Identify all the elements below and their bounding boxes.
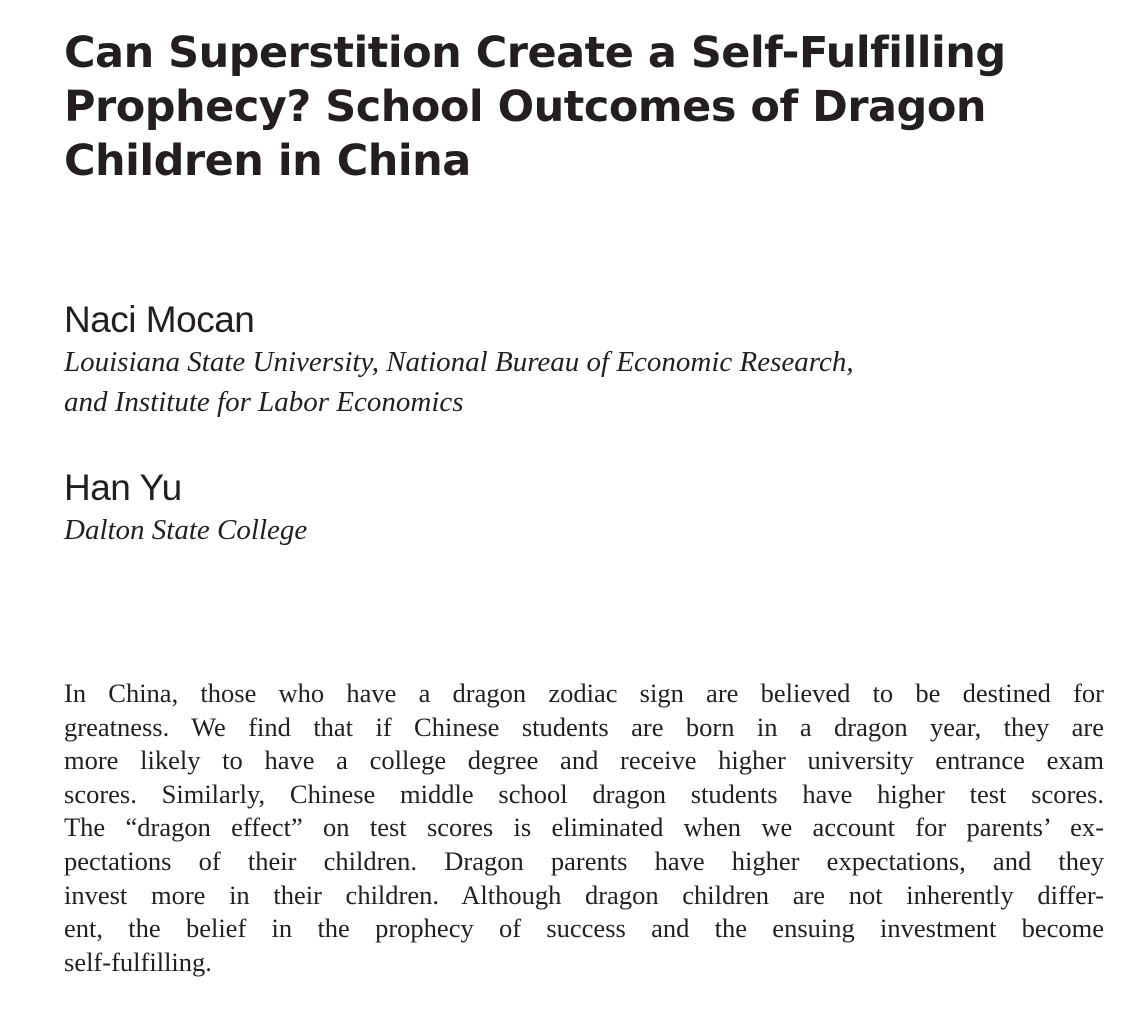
author-block-1: [64, 298, 1084, 422]
abstract-line: pectations of their children. Dragon parents have higher expectations, and they: [64, 845, 1104, 876]
abstract: [64, 677, 1104, 979]
abstract-line: self-fulfilling.: [64, 946, 212, 977]
title-line: Can Superstition Create a Self-Fulfilling: [64, 28, 1006, 78]
author-affiliation: [64, 342, 1084, 422]
author-affiliation: [64, 510, 1084, 550]
abstract-line: The “dragon effect” on test scores is eliminated when we account for parents’ ex-: [64, 812, 1104, 843]
author-block-2: [64, 466, 1084, 550]
abstract-line: invest more in their children. Although dragon children are not inherently differ-: [64, 879, 1104, 910]
title-line: Children in China: [64, 136, 471, 186]
author-name: Naci Mocan: [64, 299, 255, 340]
abstract-line: In China, those who have a dragon zodiac sign are believed to be destined for: [64, 678, 1104, 708]
abstract-line: scores. Similarly, Chinese middle school dragon students have higher test scores.: [64, 778, 1104, 809]
affiliation-line: and Institute for Labor Economics: [64, 386, 464, 418]
affiliation-line: Louisiana State University, National Bureau of Economic Research,: [64, 346, 854, 378]
paper-title: [64, 26, 1084, 188]
abstract-line: ent, the belief in the prophecy of success and the ensuing investment become: [64, 913, 1104, 944]
affiliation-line: Dalton State College: [64, 514, 308, 546]
abstract-line: more likely to have a college degree and receive higher university entrance exam: [64, 745, 1104, 776]
abstract-line: greatness. We find that if Chinese students are born in a dragon year, they are: [64, 711, 1104, 742]
title-line: Prophecy? School Outcomes of Dragon: [64, 82, 986, 132]
author-name: Han Yu: [64, 467, 182, 508]
